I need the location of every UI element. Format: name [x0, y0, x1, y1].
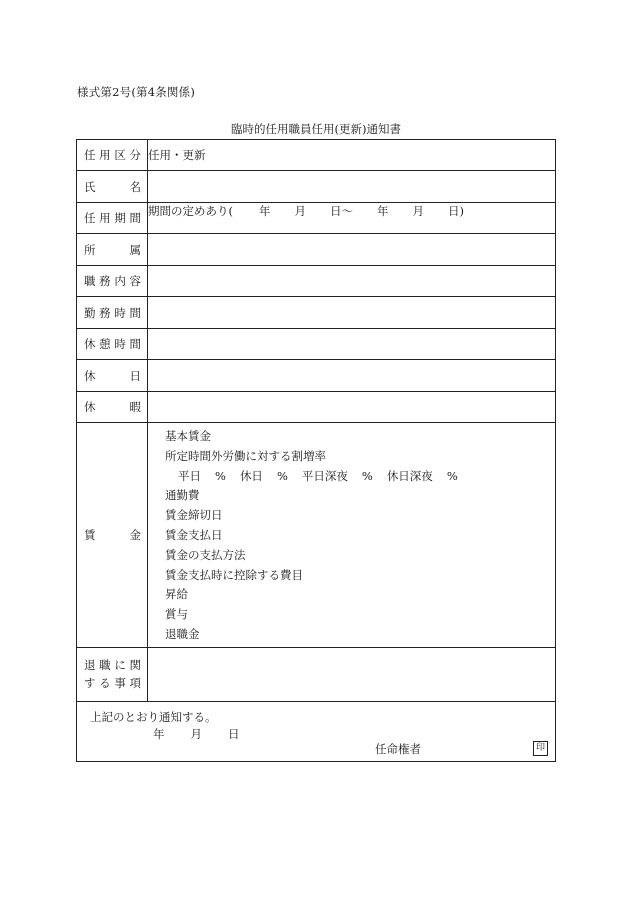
- row-department: [77, 234, 556, 266]
- row-period: [77, 203, 556, 234]
- label-char: 間: [129, 305, 141, 320]
- notice-month: 月: [190, 726, 202, 741]
- label-char: 任: [84, 211, 96, 225]
- value-name[interactable]: [148, 171, 556, 203]
- label-period: [77, 203, 148, 234]
- notice-year: 年: [153, 726, 165, 741]
- row-leave: [77, 392, 556, 423]
- label-char: 用: [99, 148, 111, 162]
- label-char: に: [114, 658, 126, 673]
- row-wages: [77, 423, 556, 648]
- wage-payday: 賃金支払日: [165, 527, 223, 542]
- label-char: 休: [84, 400, 96, 414]
- seal-icon: 印: [533, 741, 548, 756]
- label-char: 時: [114, 305, 126, 320]
- label-char: 務: [99, 274, 111, 288]
- label-break-time: [77, 329, 148, 360]
- rate-holiday-night-pct: %: [446, 468, 458, 483]
- label-char: 分: [129, 148, 141, 162]
- rate-holiday: 休日: [239, 468, 263, 483]
- label-char: 任: [84, 148, 96, 162]
- label-duties: [77, 266, 148, 297]
- label-char: 区: [114, 148, 126, 162]
- label-appointment-type: [77, 140, 148, 171]
- form-number: 様式第2号(第4条関係): [77, 85, 196, 99]
- rate-holiday-pct: %: [276, 468, 288, 483]
- wage-overtime-rate: 所定時間外労働に対する割増率: [165, 448, 326, 463]
- period-end-day: 日): [448, 204, 464, 218]
- label-work-hours: [77, 297, 148, 329]
- label-char: 関: [129, 658, 141, 673]
- label-char: 日: [129, 368, 141, 383]
- period-start-month: 月: [294, 204, 306, 218]
- value-wages[interactable]: [148, 423, 556, 648]
- value-leave[interactable]: [148, 392, 556, 423]
- label-char: 休: [84, 368, 96, 383]
- label-department: [77, 234, 148, 266]
- row-retirement: [77, 647, 556, 701]
- notice-day: 日: [228, 726, 240, 741]
- value-break-time[interactable]: [148, 329, 556, 360]
- row-duties: [77, 266, 556, 297]
- label-char: 用: [99, 211, 111, 225]
- rate-weekday-night: 平日深夜: [301, 468, 348, 483]
- wage-raise: 昇給: [165, 587, 188, 602]
- label-char: 容: [129, 274, 141, 288]
- value-appointment-type: 任用・更新: [148, 140, 556, 171]
- period-end-month: 月: [412, 204, 424, 218]
- period-end-year: 年: [377, 204, 389, 218]
- label-char: 氏: [84, 179, 96, 194]
- notice-text: 上記のとおり通知する。: [90, 709, 217, 724]
- label-char: 金: [129, 527, 141, 542]
- value-retirement[interactable]: [148, 647, 556, 701]
- label-char: 暇: [129, 400, 141, 414]
- row-notice: [77, 701, 556, 761]
- label-char: 内: [114, 274, 126, 288]
- row-name: [77, 171, 556, 203]
- row-holidays: [77, 360, 556, 392]
- label-char: 務: [99, 305, 111, 320]
- label-char: 賃: [84, 527, 96, 542]
- label-char: 事: [114, 676, 126, 691]
- wage-commute: 通勤費: [165, 488, 200, 503]
- rate-weekday: 平日: [178, 468, 201, 483]
- period-prefix: 期間の定めあり(: [148, 204, 233, 218]
- notice-form-table: [76, 139, 556, 762]
- period-start-day: 日〜: [330, 204, 353, 218]
- notice-cell: [77, 701, 556, 761]
- period-start-year: 年: [259, 204, 271, 218]
- label-char: 職: [84, 274, 96, 288]
- label-char: 名: [129, 179, 141, 194]
- row-appointment-type: [77, 140, 556, 171]
- wage-method: 賃金の支払方法: [165, 547, 246, 562]
- label-char: 間: [129, 337, 141, 351]
- value-work-hours[interactable]: [148, 297, 556, 329]
- label-char: 職: [99, 658, 111, 673]
- wage-base: 基本賃金: [165, 429, 211, 443]
- label-char: 退: [84, 658, 96, 673]
- label-char: 項: [129, 676, 141, 691]
- label-char: 休: [84, 337, 96, 351]
- label-char: 属: [129, 242, 141, 257]
- value-holidays[interactable]: [148, 360, 556, 392]
- rate-holiday-night: 休日深夜: [386, 468, 433, 483]
- wage-rate-line: [165, 467, 555, 487]
- label-char: 時: [114, 337, 126, 351]
- notice-date[interactable]: [153, 726, 240, 742]
- label-char: 間: [129, 211, 141, 225]
- label-char: る: [99, 676, 111, 691]
- label-char: 所: [84, 242, 96, 257]
- value-department[interactable]: [148, 234, 556, 266]
- label-holidays: [77, 360, 148, 392]
- rate-weekday-night-pct: %: [361, 468, 373, 483]
- document-title: 臨時的任用職員任用(更新)通知書: [231, 122, 401, 136]
- label-char: 勤: [84, 305, 96, 320]
- label-leave: [77, 392, 148, 423]
- row-work-hours: [77, 297, 556, 329]
- wage-retirement-allowance: 退職金: [165, 626, 200, 641]
- label-char: 期: [114, 211, 126, 225]
- wage-cutoff: 賃金締切日: [165, 508, 223, 523]
- appointer-label: 任命権者: [375, 741, 421, 756]
- label-name: [77, 171, 148, 203]
- rate-weekday-pct: %: [215, 468, 226, 483]
- row-break-time: [77, 329, 556, 360]
- label-wages: [77, 423, 148, 648]
- label-char: 憩: [99, 337, 111, 351]
- wage-deductions: 賃金支払時に控除する費目: [165, 567, 303, 582]
- wage-bonus: 賞与: [165, 607, 188, 622]
- value-period[interactable]: [148, 203, 556, 234]
- label-retirement: [77, 647, 148, 701]
- value-duties[interactable]: [148, 266, 556, 297]
- label-char: す: [84, 676, 96, 691]
